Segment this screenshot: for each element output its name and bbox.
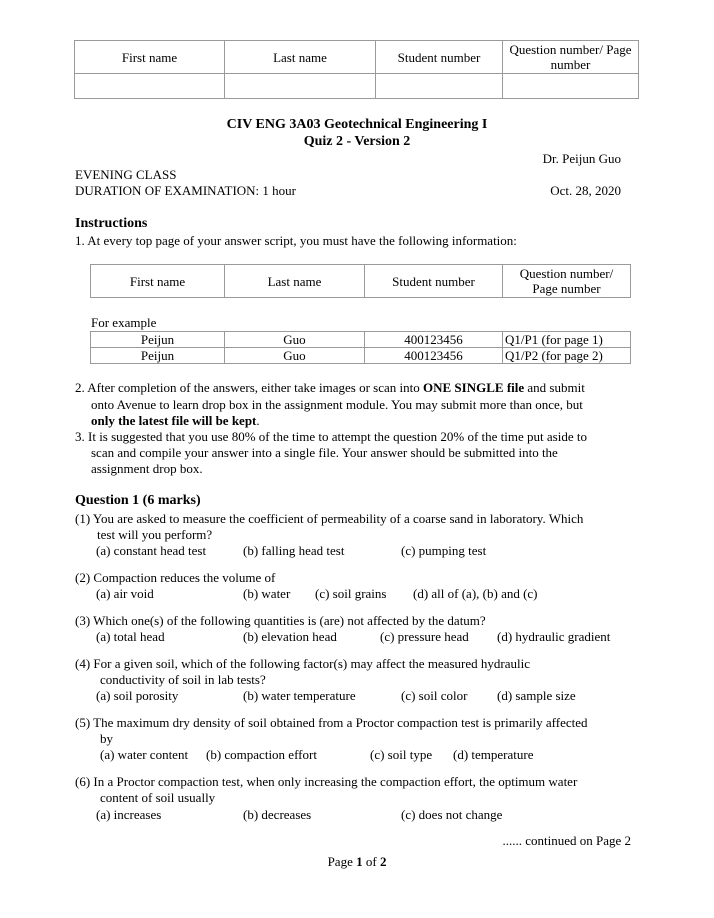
q5-option-a: (a) water content: [100, 747, 189, 762]
question-1-heading: Question 1 (6 marks): [75, 493, 201, 508]
example-cell: Q1/P2 (for page 2): [503, 348, 631, 364]
student-number-cell[interactable]: [376, 74, 503, 99]
q4-text-line2: conductivity of soil in lab tests?: [100, 672, 266, 687]
q3-option-c: (c) pressure head: [380, 629, 469, 644]
example-label: For example: [91, 315, 157, 330]
instruction-2-latest-file: only the latest file will be kept: [91, 413, 257, 428]
header-question-page: Question number/ Page number: [503, 41, 639, 74]
q2-option-c: (c) soil grains: [315, 586, 387, 601]
q2-option-a: (a) air void: [96, 586, 154, 601]
example-cell: 400123456: [365, 332, 503, 348]
q4-text: (4) For a given soil, which of the following factor(s) may affect the measured hydraulic: [75, 656, 530, 671]
question-page-cell[interactable]: [503, 74, 639, 99]
instructor-name: Dr. Peijun Guo: [542, 151, 621, 166]
q4-option-c: (c) soil color: [401, 688, 468, 703]
q1-text: (1) You are asked to measure the coefficient of permeability of a coarse sand in laboratory. Which: [75, 511, 584, 526]
q6-option-a: (a) increases: [96, 807, 162, 822]
q4-option-d: (d) sample size: [497, 688, 576, 703]
q1-option-c: (c) pumping test: [401, 543, 487, 558]
q5-option-c: (c) soil type: [370, 747, 433, 762]
instruction-3: 3. It is suggested that you use 80% of the time to attempt the question 20% of the time put aside to: [75, 429, 587, 444]
example-cell: Peijun: [91, 332, 225, 348]
example-cell: 400123456: [365, 348, 503, 364]
example-cell: Peijun: [91, 348, 225, 364]
course-title: CIV ENG 3A03 Geotechnical Engineering I: [226, 117, 488, 132]
example-row: [91, 348, 631, 364]
quiz-title: Quiz 2 - Version 2: [303, 134, 411, 149]
example-cell: Guo: [225, 332, 365, 348]
page-label: Page: [327, 854, 357, 869]
page-number: [0, 854, 714, 870]
q6-option-b: (b) decreases: [243, 807, 312, 822]
instruction-2-emphasis: ONE SINGLE file: [423, 380, 525, 395]
q1-text-line2: test will you perform?: [97, 527, 213, 542]
first-name-cell[interactable]: [75, 74, 225, 99]
q3-option-d: (d) hydraulic gradient: [497, 629, 611, 644]
student-info-table: [74, 40, 639, 99]
page-of: of: [362, 854, 380, 869]
q6-text: (6) In a Proctor compaction test, when only increasing the compaction effort, the optimum water: [75, 774, 578, 789]
q5-text-line2: by: [100, 731, 113, 746]
q5-text: (5) The maximum dry density of soil obtained from a Proctor compaction test is primarily affected: [75, 715, 588, 730]
instruction-1: 1. At every top page of your answer script, you must have the following information:: [75, 233, 517, 248]
format-first-name: First name: [91, 265, 225, 298]
instruction-2-line2: onto Avenue to learn drop box in the assignment module. You may submit more than once, but: [91, 397, 583, 412]
q2-option-b: (b) water: [243, 586, 291, 601]
exam-date: Oct. 28, 2020: [550, 183, 621, 198]
format-last-name: Last name: [225, 265, 365, 298]
duration-label: DURATION OF EXAMINATION: 1 hour: [75, 183, 296, 198]
q6-option-c: (c) does not change: [401, 807, 503, 822]
instruction-3-line2: scan and compile your answer into a single file. Your answer should be submitted into the: [91, 445, 558, 460]
class-label: EVENING CLASS: [75, 167, 177, 182]
info-format-table: [90, 264, 631, 298]
q4-option-b: (b) water temperature: [243, 688, 356, 703]
format-student-number: Student number: [365, 265, 503, 298]
last-name-cell[interactable]: [225, 74, 376, 99]
instructions-heading: Instructions: [75, 216, 148, 231]
header-student-number: Student number: [376, 41, 503, 74]
page-current: 1: [356, 854, 363, 869]
q6-text-line2: content of soil usually: [100, 790, 216, 805]
q4-option-a: (a) soil porosity: [96, 688, 179, 703]
q3-option-b: (b) elevation head: [243, 629, 337, 644]
example-cell: Q1/P1 (for page 1): [503, 332, 631, 348]
example-row: [91, 332, 631, 348]
q2-option-d: (d) all of (a), (b) and (c): [413, 586, 538, 601]
instruction-2-period: .: [256, 413, 260, 428]
q5-option-d: (d) temperature: [453, 747, 534, 762]
q3-text: (3) Which one(s) of the following quantities is (are) not affected by the datum?: [75, 613, 486, 628]
instruction-2-text-end: and submit: [524, 380, 585, 395]
q5-option-b: (b) compaction effort: [206, 747, 317, 762]
instruction-2: [75, 380, 585, 396]
q1-option-a: (a) constant head test: [96, 543, 207, 558]
q1-option-b: (b) falling head test: [243, 543, 345, 558]
instruction-3-line3: assignment drop box.: [91, 461, 203, 476]
format-question-page: Question number/ Page number: [503, 265, 631, 298]
instruction-2-text: 2. After completion of the answers, either take images or scan into: [75, 380, 424, 395]
q2-text: (2) Compaction reduces the volume of: [75, 570, 276, 585]
q3-option-a: (a) total head: [96, 629, 165, 644]
example-table: [90, 331, 631, 364]
header-first-name: First name: [75, 41, 225, 74]
continued-note: ...... continued on Page 2: [502, 833, 631, 848]
page-total: 2: [379, 854, 387, 869]
header-last-name: Last name: [225, 41, 376, 74]
example-cell: Guo: [225, 348, 365, 364]
instruction-2-line3: [91, 413, 260, 429]
